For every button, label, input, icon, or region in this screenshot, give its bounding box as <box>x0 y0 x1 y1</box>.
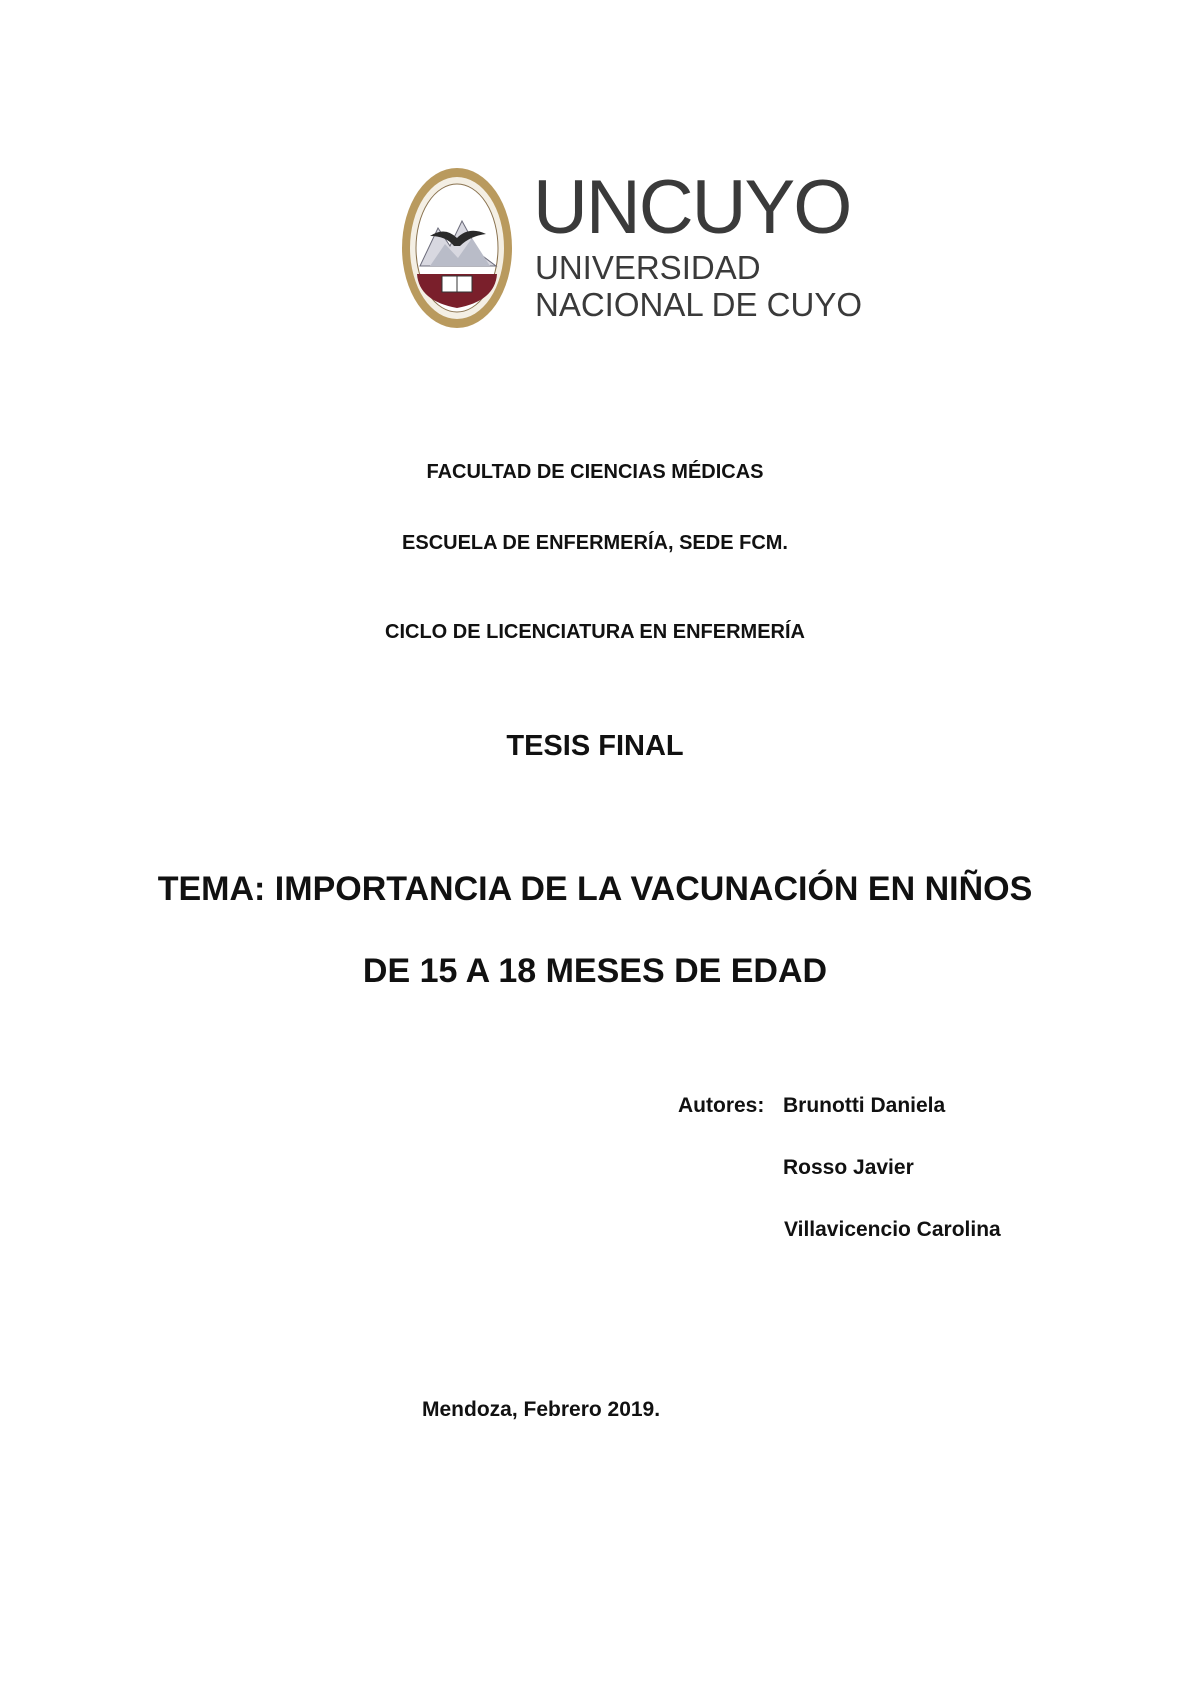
place-date: Mendoza, Febrero 2019. <box>422 1398 661 1421</box>
thesis-title-line2: DE 15 A 18 MESES DE EDAD <box>362 952 828 990</box>
university-logo <box>400 165 863 331</box>
author-name: Brunotti Daniela <box>783 1094 946 1117</box>
cycle-heading: CICLO DE LICENCIATURA EN ENFERMERÍA <box>385 621 805 643</box>
logo-subtitle-line2: NACIONAL DE CUYO <box>535 286 863 323</box>
logo-subtitle-line1: UNIVERSIDAD <box>535 249 761 286</box>
university-seal-icon <box>400 166 515 331</box>
school-heading: ESCUELA DE ENFERMERÍA, SEDE FCM. <box>402 532 788 554</box>
authors-label: Autores: <box>678 1094 765 1117</box>
author-name: Rosso Javier <box>783 1156 914 1179</box>
document-type: TESIS FINAL <box>506 730 684 762</box>
author-name: Villavicencio Carolina <box>784 1218 1001 1241</box>
logo-name: UNCUYO <box>533 165 851 250</box>
thesis-title-line1: TEMA: IMPORTANCIA DE LA VACUNACIÓN EN NIÑOS <box>157 870 1033 908</box>
faculty-heading: FACULTAD DE CIENCIAS MÉDICAS <box>426 461 764 483</box>
